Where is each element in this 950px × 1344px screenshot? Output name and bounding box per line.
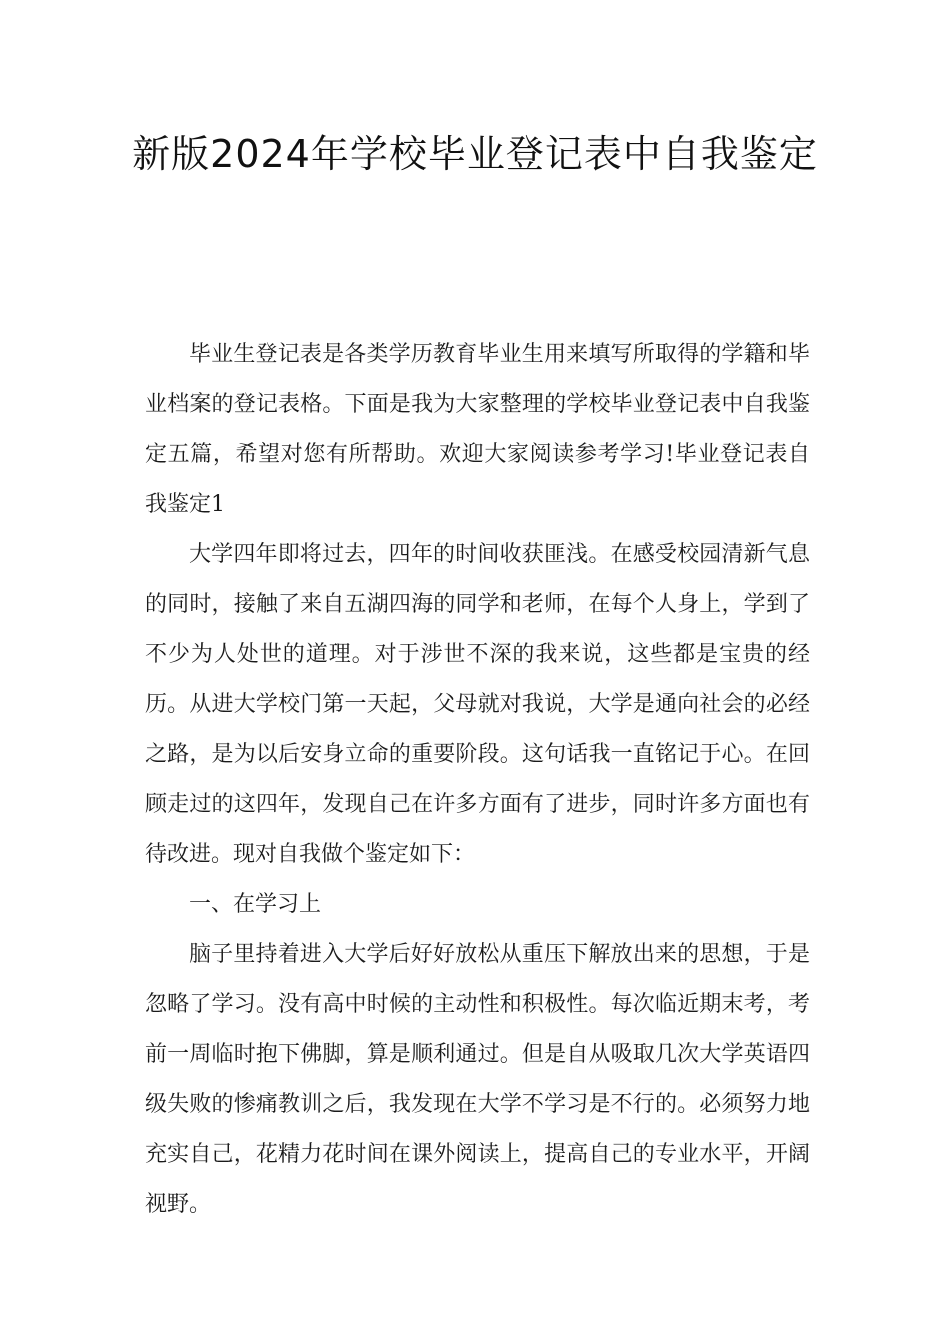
document-body xyxy=(145,330,810,1230)
paragraph-university-years: 大学四年即将过去，四年的时间收获匪浅。在感受校园清新气息的同时，接触了来自五湖四海的同学和老师，在每个人身上，学到了不少为人处世的道理。对于涉世不深的我来说，这些都是宝贵的经历。从进大学校门第一天起，父母就对我说，大学是通向社会的必经之路，是为以后安身立命的重要阶段。这句话我一直铭记于心。在回顾走过的这四年，发现自己在许多方面有了进步，同时许多方面也有待改进。现对自我做个鉴定如下： xyxy=(145,542,810,867)
paragraph-intro: 毕业生登记表是各类学历教育毕业生用来填写所取得的学籍和毕业档案的登记表格。下面是我为大家整理的学校毕业登记表中自我鉴定五篇，希望对您有所帮助。欢迎大家阅读参考学习!毕业登记表自我鉴定1 xyxy=(145,342,810,517)
paragraph-study: 脑子里持着进入大学后好好放松从重压下解放出来的思想，于是忽略了学习。没有高中时候的主动性和积极性。每次临近期末考，考前一周临时抱下佛脚，算是顺利通过。但是自从吸取几次大学英语四级失败的惨痛教训之后，我发现在大学不学习是不行的。必须努力地充实自己，花精力花时间在课外阅读上，提高自己的专业水平，开阔视野。 xyxy=(145,942,810,1217)
section-heading-study: 一、在学习上 xyxy=(189,892,322,917)
document-title: 新版2024年学校毕业登记表中自我鉴定 xyxy=(132,132,818,176)
